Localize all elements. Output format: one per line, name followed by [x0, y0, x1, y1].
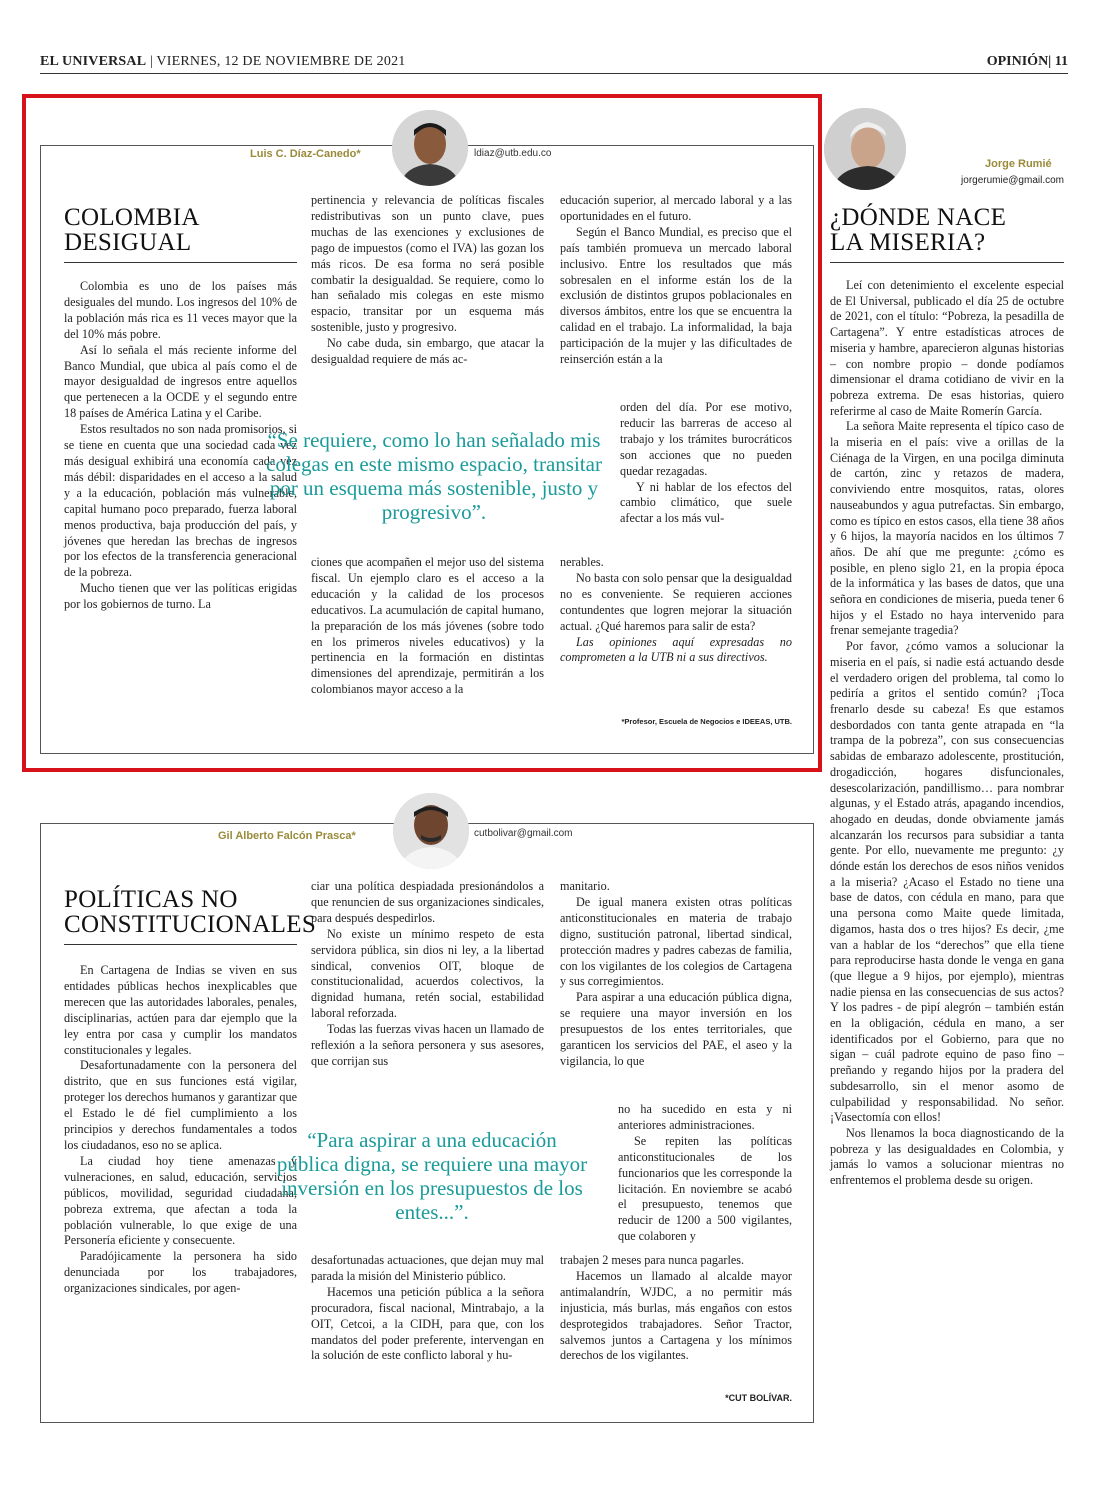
paragraph: ciones que acompañen el mejor uso del sistema fiscal. Un ejemplo claro es el acceso a la educación y la calidad de los procesos educativos. La acumulación de capital humano, la preparación de los más jóvenes (sobre todo en los primeros niveles educativos) y la pertinencia en la formación en distintas dimensiones del aprendizaje, permitirán a los colombianos mayor acceso a la	[311, 555, 544, 697]
author-email: cutbolivar@gmail.com	[470, 828, 577, 839]
headline-rule	[64, 944, 297, 945]
article-headline	[830, 205, 1006, 255]
paragraph: Por favor, ¿cómo vamos a solucionar la miseria en el país, si nadie está actuando desde el verdadero origen del problema, tal como lo pediría a gritos el sentido común? ¡Toca frenarlo desde su cabeza! Es que estamos desbordados con tanta gente atrapada en “la trampa de la pobreza”, con sus consecuencias sabidas de embarazo adolescente, prostitución, drogadicción, hogares disfuncionales, desescolarización, pandillismo… para nombrar algunas, y el Estado atrás, apagando incendios, ahogado en deudas, donde obviamente jamás alcanzarán los recursos para subsidiar a tanta gente. Por ello, nuevamente me pregunto: ¿y dónde están los derechos de esos niños venidos a la miseria? ¿Acaso el Estado no tiene una base de datos, con cédula en mano, para que una persona como Maite quede limitada, digamos, hasta dos o tres hijos? Es decir, ¿me van a hablar de los “derechos” que ella tiene para reproducirse hasta donde le venga en gana (que llegue a 9 hijos, por ejemplo), mientras nadie piensa en las consecuencias de sus actos? Y los padres - de pipí alegrón – también están en la obligación, cédula en mano, a ser identificados por el Gobierno, para que no sigan – cuál padrote equino de paso fino – preñando y regando hijos por la pradera del subdesarrollo, sin el menor asomo de culpabilidad y responsabilidad. No señor. ¡Vasectomía con ellos!	[830, 639, 1064, 1125]
paragraph: desafortunadas actuaciones, que dejan muy mal parada la misión del Ministerio público.	[311, 1253, 544, 1283]
article-column	[311, 1253, 544, 1364]
headline-rule	[64, 262, 297, 263]
article-column	[311, 193, 544, 368]
paragraph: Todas las fuerzas vivas hacen un llamado de reflexión a la señora personera y sus asesores, que corrijan sus	[311, 1022, 544, 1068]
paragraph: pertinencia y relevancia de políticas fiscales redistributivas son un punto clave, pues muchas de las exenciones y exclusiones de pago de impuestos (como el IVA) las gozan los más ricos. De esa forma no será posible combatir la desigualdad. Se requiere, como lo han señalado mis colegas en este mismo espacio, transitar por un esquema más sostenible, justo y progresivo.	[311, 193, 544, 335]
article-column	[560, 879, 792, 1070]
paragraph: Según el Banco Mundial, es preciso que el país también promueva un mercado laboral inclusivo. Entre los resultados que más sobresalen en el informe están los de la exclusión de distintos grupos poblacionales en diversos ámbitos, entre los que se encuentra la calidad en el trabajo. La informalidad, la baja participación de la mujer y las dificultades de reinserción están a la	[560, 224, 792, 367]
headline-line: COLOMBIA	[64, 204, 200, 231]
author-byline: Luis C. Díaz-Canedo*	[246, 148, 365, 160]
paragraph: trabajen 2 meses para nunca pagarles.	[560, 1253, 745, 1267]
author-photo	[392, 110, 468, 186]
paragraph: La señora Maite representa el típico caso de la miseria en el país: vive a orillas de la Ciénaga de la Virgen, en una pocilga diminuta de cartón, zinc y retazos de madera, conviviendo entre mosquitos, ratas, olores nauseabundos y agua putrefactas. Sin embargo, como es típico en estos casos, ella tiene 38 años y 6 hijos, la mayoría nacidos en los últimos 7 años. De ahí que me pregunte: ¿cómo es posible, en pleno siglo 21, en la propia época de la informática y las bases de datos, que una señora en condiciones de miseria, pueda tener 6 hijos y el Estado no haya intervenido para frenar semejante tragedia?	[830, 419, 1064, 638]
paragraph: no ha sucedido en esta y ni anteriores administraciones.	[618, 1102, 792, 1132]
paragraph: Leí con detenimiento el excelente especial de El Universal, publicado el día 25 de octubre de 2021, con el título: “Pobreza, la pesadilla de Cartagena”. Y entre estadísticas atroces de miseria y hambre, aparecieron algunas historias – con nombre propio – donde podíamos dimensionar el drama cotidiano de vivir en la pobreza extrema. De esas historias, quiero referirme al caso de Maite Romerín García.	[830, 278, 1064, 418]
masthead-left	[40, 54, 405, 70]
paragraph: No basta con solo pensar que la desigualdad no es conveniente. Se requieren acciones contundentes que logren mejorar la situación actual. ¿Qué haremos para salir de esta?	[560, 570, 792, 633]
headline-line: POLÍTICAS NO	[64, 886, 238, 913]
headline-line: ¿DÓNDE NACE	[830, 204, 1007, 231]
paragraph: orden del día. Por ese motivo, reducir las barreras de acceso al trabajo y los trámites burocráticos son acciones que no pueden quedar rezagadas.	[620, 400, 792, 478]
article-column	[560, 1253, 792, 1364]
article-column	[311, 555, 544, 698]
paragraph: Se repiten las políticas anticonstitucionales de los funcionarios que les corresponde la licitación. En noviembre se acabó el presupuesto, tenemos que reducir de 1200 a 500 vigilantes, que colaboren y	[618, 1133, 792, 1244]
article-column	[560, 555, 792, 666]
paragraph: nerables.	[560, 555, 604, 569]
author-email: jorgerumie@gmail.com	[961, 175, 1064, 186]
paragraph: Para aspirar a una educación pública digna, se requiere una mayor inversión en los presupuestos de los entes territoriales, que garanticen los servicios del PAE, el aseo y la vigilancia, lo que	[560, 990, 792, 1068]
paragraph: La ciudad hoy tiene amenazas y vulneraciones, en salud, educación, servicios públicos, movilidad, seguridad ciudadana, pobreza extrema, que afectan a toda la población vulnerable, lo que exige de una Personería eficiente y consecuente.	[64, 1153, 297, 1248]
paragraph: No existe un mínimo respeto de esta servidora pública, sin dios ni ley, a la libertad sindical, convenios OIT, bloque de constitucionalidad, acuerdos colectivos, la dignidad humana, retén social, estabilidad laboral reforzada.	[311, 926, 544, 1021]
article-column	[618, 1102, 792, 1245]
paragraph: Hacemos una petición pública a la señora procuradora, fiscal nacional, Mintrabajo, a la OIT, Cetcoi, a la CIDH, para que, con los mandatos del poder preferente, intervengan en la solución de este conflicto laboral y hu-	[311, 1284, 544, 1363]
paragraph: De igual manera existen otras políticas anticonstitucionales en materia de trabajo digno, sustitución patronal, libertad sindical, protección madres y padres cabezas de familia, con los vigilantes de los colegios de Cartagena y sus corregimientos.	[560, 894, 792, 989]
article-column	[311, 879, 544, 1070]
portrait-image	[393, 793, 469, 869]
pull-quote: “Para aspirar a una educación pública digna, se requiere una mayor inversión en los presupuestos de los entes...”.	[276, 1128, 588, 1224]
paragraph: Colombia es uno de los países más desiguales del mundo. Los ingresos del 10% de la población más rica es 11 veces mayor que la del 10% más pobre.	[64, 279, 297, 341]
paragraph: manitario.	[560, 879, 610, 893]
author-byline: Gil Alberto Falcón Prasca*	[214, 830, 360, 842]
portrait-image	[392, 110, 468, 186]
masthead	[40, 52, 1068, 74]
paragraph: Desafortunadamente con la personera del distrito, que en sus funciones está vigilar, proteger los derechos humanos y garantizar que el Estado le dé fiel cumplimiento a los principios y derechos fundamentales a todos los ciudadanos, eso no se aplica.	[64, 1058, 297, 1152]
author-footnote: *CUT BOLÍVAR.	[725, 1393, 792, 1403]
paragraph: Paradójicamente la personera ha sido denunciada por los trabajadores, organizaciones sindicales, por agen-	[64, 1249, 297, 1296]
paper-name: EL UNIVERSAL	[40, 54, 147, 69]
headline-rule	[830, 262, 1064, 263]
article-column	[830, 278, 1064, 1189]
article-column	[560, 193, 792, 368]
paragraph: Hacemos un llamado al alcalde mayor antimalandrín, WJDC, a no permitir más injusticia, más burlas, más engaños con estos desprotegidos trabajadores. Señor Tractor, salvemos juntos a Cartagena y los mínimos derechos de los vigilantes.	[560, 1268, 792, 1363]
pull-quote: “Se requiere, como lo han señalado mis colegas en este mismo espacio, transitar por un esquema más sostenible, justo y progresivo”.	[266, 428, 602, 524]
paragraph: En Cartagena de Indias se viven en sus entidades públicas hechos inexplicables que merecen que las autoridades laborales, penales, disciplinarias, actúen para dar ejemplo que la ley entra por casa y cumplir los mandatos constitucionales y legales.	[64, 963, 297, 1057]
article-headline	[64, 887, 316, 937]
paragraph: Nos llenamos la boca diagnosticando de la pobreza y las desigualdades en Colombia, y jamás lo vamos a solucionar mientras no enfrentemos el problema desde su origen.	[830, 1125, 1064, 1188]
author-photo	[393, 793, 469, 869]
author-email: ldiaz@utb.edu.co	[470, 148, 555, 159]
section-page: OPINIÓN| 11	[986, 54, 1068, 69]
article-column	[64, 963, 297, 1297]
headline-line: DESIGUAL	[64, 229, 192, 256]
paragraph: educación superior, al mercado laboral y a las oportunidades en el futuro.	[560, 193, 792, 223]
headline-line: LA MISERIA?	[830, 229, 986, 256]
paragraph: Mucho tienen que ver las políticas erigidas por los gobiernos de turno. La	[64, 581, 297, 612]
author-byline: Jorge Rumié	[985, 158, 1052, 170]
paragraph: ciar una política despiadada presionándolos a que renuncien de sus organizaciones sindicales, para después despedirlos.	[311, 879, 544, 925]
paragraph: No cabe duda, sin embargo, que atacar la desigualdad requiere de más ac-	[311, 336, 544, 367]
article-headline	[64, 205, 200, 255]
paragraph: Y ni hablar de los efectos del cambio climático, que suele afectar a los más vul-	[620, 479, 792, 526]
headline-line: CONSTITUCIONALES	[64, 911, 317, 938]
author-photo	[824, 108, 906, 190]
article-column	[620, 400, 792, 527]
disclaimer: Las opiniones aquí expresadas no comprometen a la UTB ni a sus directivos.	[560, 634, 792, 665]
portrait-image	[824, 108, 906, 190]
paragraph: Así lo señala el más reciente informe del Banco Mundial, que ubica al país como el de mayor desigualdad de ingresos entre aquellos que pertenecen a la OCDE y el segundo entre 18 países de América Latina y el Caribe.	[64, 342, 297, 421]
issue-date: | VIERNES, 12 DE NOVIEMBRE DE 2021	[149, 54, 406, 69]
author-footnote: *Profesor, Escuela de Negocios e IDEEAS, UTB.	[621, 717, 792, 726]
paragraph: Estos resultados no son nada promisorios, si se tiene en cuenta que una sociedad cada vez más desigual exhibirá una economía cada vez más débil: disparidades en el acceso a la salud y a la educación, población más vulnerable, capital humano poco preparado, fuerza laboral menos productiva, baja producción del país, y jóvenes que heredan las brechas de ingresos por los efectos de la transferencia generacional de la pobreza.	[64, 422, 297, 580]
